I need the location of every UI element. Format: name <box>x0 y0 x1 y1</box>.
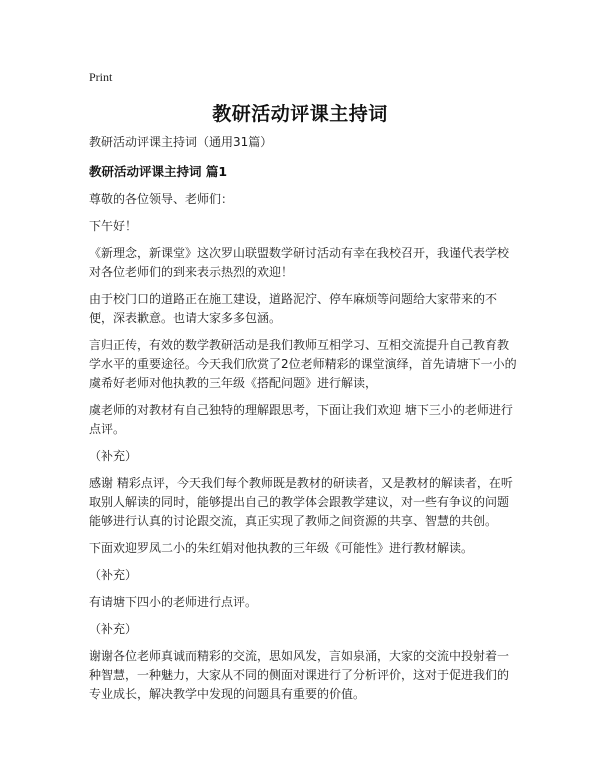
paragraph-supplement-2: （补充） <box>89 568 138 582</box>
paragraph-thanks-review: 感谢 精彩点评，今天我们每个教师既是教材的研读者，又是教材的解读者，在听取别人解读的同时，能够提出自己的教学体会跟教学建议，对一些有争议的问题能够进行认真的讨论跟交流，真正实现了教师之间资源的共享、智慧的共创。 <box>89 476 513 528</box>
paragraph-good-afternoon: 下午好！ <box>89 219 138 233</box>
paragraph-closing: 谢谢各位老师真诚而精彩的交流，思如风发，言如泉涌，大家的交流中投射着一种智慧，一种魅力，大家从不同的侧面对课进行了分析评价，这对于促进我们的专业成长，解决教学中发现的问题具有重要的价值。 <box>89 649 510 701</box>
print-link[interactable]: Print <box>89 70 113 84</box>
paragraph-supplement-1: （补充） <box>89 449 138 463</box>
paragraph-greeting: 尊敬的各位领导、老师们： <box>89 192 234 206</box>
paragraph-review-invite-2: 有请塘下四小的老师进行点评。 <box>89 595 258 609</box>
paragraph-supplement-3: （补充） <box>89 622 138 636</box>
document-subtitle: 教研活动评课主持词（通用31篇） <box>89 135 273 149</box>
paragraph-review-invite-1: 虞老师的对教材有自己独特的理解跟思考，下面让我们欢迎 塘下三小的老师进行点评。 <box>89 403 513 436</box>
document-body <box>89 133 519 712</box>
paragraph-second-lesson: 下面欢迎罗凤二小的朱红娟对他执教的三年级《可能性》进行教材解读。 <box>89 541 474 555</box>
section-heading: 教研活动评课主持词 篇1 <box>89 164 228 179</box>
paragraph-introduction: 言归正传，有效的数学教研活动是我们教师互相学习、互相交流提升自己教育教学水平的重要途径。今天我们欣赏了2位老师精彩的课堂演绎，首先请塘下一小的虞希好老师对他执教的三年级《搭配问题》进行解读， <box>89 338 517 390</box>
paragraph-welcome: 《新理念，新课堂》这次罗山联盟数学研讨活动有幸在我校召开，我谨代表学校对各位老师们的到来表示热烈的欢迎！ <box>89 246 510 279</box>
paragraph-apology: 由于校门口的道路正在施工建设，道路泥泞、停车麻烦等问题给大家带来的不便，深表歉意。也请大家多多包涵。 <box>89 292 498 325</box>
document-title: 教研活动评课主持词 <box>212 103 388 125</box>
